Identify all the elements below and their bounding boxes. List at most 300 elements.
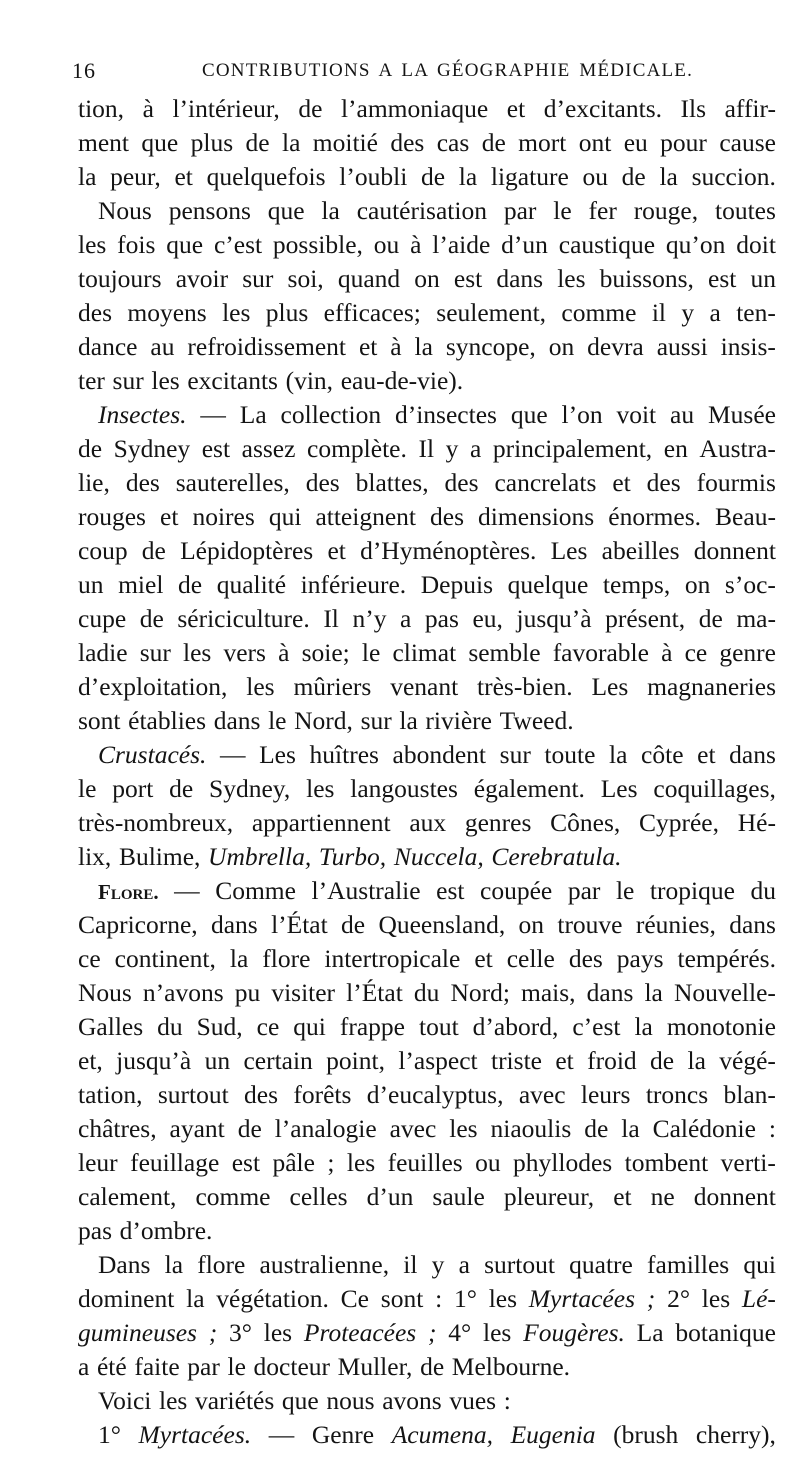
word: est — [436, 876, 465, 905]
word: d’un — [366, 1182, 414, 1211]
word: l’État — [271, 910, 328, 939]
word: que — [267, 196, 305, 225]
word: la — [78, 162, 97, 191]
word: la — [609, 740, 628, 769]
text-line — [78, 398, 776, 432]
word: Musée — [707, 400, 776, 429]
word: d’un — [501, 230, 548, 259]
word: de — [169, 774, 194, 803]
word: 3° — [229, 1318, 252, 1347]
word: côte — [641, 740, 684, 769]
word: magnaneries — [647, 672, 776, 701]
word: Proteacées — [303, 1318, 417, 1347]
word: avec — [518, 1080, 566, 1109]
word: forêts — [293, 1080, 352, 1109]
word: rouges — [78, 502, 146, 531]
word: abondent — [392, 740, 487, 769]
text-line — [78, 1044, 776, 1078]
text-line — [78, 126, 776, 160]
word: s’oc- — [724, 570, 776, 599]
text-line — [78, 1418, 776, 1452]
word: on — [684, 570, 711, 599]
word: ma- — [736, 604, 776, 633]
word: — — [268, 1420, 295, 1449]
word: Cônes, — [550, 808, 621, 837]
word: la — [186, 1284, 205, 1313]
word: du — [157, 1012, 183, 1041]
word: donnent — [693, 1182, 776, 1211]
word: eu, — [472, 604, 503, 633]
word: refroidissement — [187, 332, 347, 361]
word: froid — [587, 1046, 637, 1075]
word: ce — [78, 944, 101, 973]
word: avec — [389, 1114, 437, 1143]
word: un — [750, 264, 776, 293]
word: Eugenia — [510, 1420, 596, 1449]
word: de — [650, 1046, 675, 1075]
word: Les — [259, 740, 296, 769]
text-line — [78, 1112, 776, 1146]
word: le — [361, 638, 381, 667]
word: jusqu’à — [116, 1046, 192, 1075]
word: présent, — [605, 604, 686, 633]
word: tation, — [78, 1080, 143, 1109]
word: faite — [134, 1352, 180, 1381]
word: d’excitants. — [543, 94, 662, 123]
text-line — [78, 874, 776, 908]
word: l’Australie — [311, 876, 421, 905]
word: a — [458, 1250, 470, 1279]
text-line — [78, 1282, 776, 1316]
word: dans — [729, 740, 776, 769]
word: ten- — [736, 298, 776, 327]
word: de — [481, 128, 506, 157]
word: d’abord, — [472, 1012, 559, 1041]
text-line — [78, 330, 776, 364]
word: les — [346, 1148, 376, 1177]
word: tion, — [78, 94, 125, 123]
word: le — [268, 706, 287, 735]
word: Crustacés. — [98, 740, 207, 769]
word: le — [78, 774, 97, 803]
word: ment — [78, 128, 129, 157]
word: flore — [197, 1250, 246, 1279]
word: fer — [588, 196, 617, 225]
word: c’est — [572, 1012, 621, 1041]
word: par — [187, 1352, 220, 1381]
word: genre — [719, 638, 776, 667]
word: de — [139, 604, 164, 633]
word: Acumena, — [391, 1420, 493, 1449]
word: l’intérieur, — [172, 94, 280, 123]
word: Queensland, — [378, 910, 506, 939]
word: d’eucalyptus, — [366, 1080, 504, 1109]
word: les — [246, 672, 275, 701]
word: l’oubli — [339, 162, 408, 191]
word: les — [183, 638, 212, 667]
word: et — [358, 332, 378, 361]
word: miel — [118, 570, 164, 599]
word: genres — [464, 808, 532, 837]
word: celles — [289, 1182, 348, 1211]
text-line — [78, 942, 776, 976]
word: nous — [326, 1386, 375, 1415]
word: point, — [326, 1046, 385, 1075]
word: des — [444, 468, 479, 497]
text-line — [78, 1384, 776, 1418]
word: dans — [586, 978, 634, 1007]
word: ou — [475, 1148, 501, 1177]
word: l’analogie — [274, 1114, 377, 1143]
word: monotonie — [666, 1012, 776, 1041]
word: appartiennent — [251, 808, 391, 837]
word: devra — [587, 332, 644, 361]
word: dans — [496, 264, 544, 293]
word: par — [567, 876, 601, 905]
text-line — [78, 1316, 776, 1350]
word: tombent — [624, 1148, 709, 1177]
word: moitié — [312, 128, 378, 157]
word: ; — [646, 1284, 656, 1313]
word: trouve — [557, 910, 623, 939]
word: succion. — [691, 162, 776, 191]
word: des — [646, 468, 681, 497]
word: l’État — [346, 978, 403, 1007]
word: est — [453, 264, 483, 293]
word: La — [239, 400, 267, 429]
word: syncope, — [445, 332, 536, 361]
word: l’on — [561, 400, 603, 429]
word: d’Hyménoptères. — [360, 536, 537, 565]
word: Tweed. — [499, 706, 574, 735]
word: des — [568, 944, 603, 973]
word: pas — [78, 1216, 112, 1245]
word: lix, — [78, 842, 112, 871]
word: un — [204, 1046, 231, 1075]
word: qui — [293, 1012, 326, 1041]
word: pleureur, — [503, 1182, 595, 1211]
word: Ce — [340, 1284, 369, 1313]
word: seulement, — [436, 298, 547, 327]
word: efficaces; — [323, 298, 421, 327]
word: châtres, — [78, 1114, 157, 1143]
word: eau-de-vie). — [340, 366, 464, 395]
word: cause — [719, 128, 776, 157]
word: feuilles — [387, 1148, 463, 1177]
word: de — [141, 536, 166, 565]
word: pensons — [168, 196, 251, 225]
word: 1° — [453, 1284, 477, 1313]
word: la — [229, 944, 249, 973]
word: 4° — [448, 1318, 472, 1347]
word: buissons, — [599, 264, 694, 293]
word: ; — [327, 1148, 335, 1177]
text-line — [78, 432, 776, 466]
word: Dans — [98, 1250, 151, 1279]
word: et — [555, 1046, 574, 1075]
word: la — [687, 1046, 706, 1075]
word: temps, — [602, 570, 671, 599]
word: des — [78, 298, 112, 327]
word: celle — [506, 944, 555, 973]
word: au — [670, 400, 695, 429]
text-line — [78, 670, 776, 704]
word: visiter — [271, 978, 336, 1007]
word: Lé- — [741, 1284, 776, 1313]
word: les — [306, 774, 335, 803]
word: les — [449, 1114, 478, 1143]
word: rouge, — [633, 196, 699, 225]
word: troncs — [645, 1080, 709, 1109]
word: phyllodes — [513, 1148, 613, 1177]
word: insis- — [720, 332, 776, 361]
word: les — [557, 264, 586, 293]
word: toujours — [78, 264, 162, 293]
word: surtout — [157, 1080, 229, 1109]
word: soie; — [301, 638, 350, 667]
word: un — [78, 570, 104, 599]
text-line — [78, 1180, 776, 1214]
word: langoustes — [350, 774, 458, 803]
word: Nord, — [294, 706, 353, 735]
word: rivière — [425, 706, 492, 735]
word: — — [174, 876, 200, 905]
text-line — [78, 160, 776, 194]
word: et — [160, 502, 179, 531]
word: quatre — [569, 1250, 633, 1279]
word: ter — [78, 366, 105, 395]
word: des — [125, 468, 160, 497]
word: on — [548, 332, 575, 361]
word: Sud, — [196, 1012, 243, 1041]
text-line — [78, 1248, 776, 1282]
text-line — [78, 228, 776, 262]
word: par — [503, 196, 537, 225]
word: Nouvelle- — [673, 978, 776, 1007]
word: il — [651, 298, 667, 327]
word: qui — [743, 1250, 776, 1279]
word: semble — [468, 638, 541, 667]
word: certain — [243, 1046, 313, 1075]
word: sur — [360, 706, 392, 735]
word: les — [222, 298, 251, 327]
word: y — [681, 298, 695, 327]
word: des — [390, 128, 425, 157]
word: Insectes. — [98, 400, 187, 429]
word: tropique — [649, 876, 735, 905]
word: sur — [242, 264, 274, 293]
word: a — [78, 1352, 90, 1381]
word: variétés — [194, 1386, 275, 1415]
word: Sydney — [113, 434, 191, 463]
word: ce — [256, 1012, 280, 1041]
word: de — [698, 604, 723, 633]
word: dans — [729, 910, 776, 939]
word: sériciculture. — [177, 604, 310, 633]
word: les — [263, 1318, 293, 1347]
word: dans — [213, 706, 261, 735]
word: vers — [223, 638, 266, 667]
word: botanique — [675, 1318, 776, 1347]
word: dance — [78, 332, 138, 361]
word: 2° — [667, 1284, 691, 1313]
word: les — [151, 366, 180, 395]
word: affir- — [724, 94, 776, 123]
word: ou — [373, 230, 400, 259]
word: été — [96, 1352, 127, 1381]
word: la — [414, 332, 433, 361]
word: Myrtacées. — [138, 1420, 252, 1449]
word: : — [768, 1114, 776, 1143]
word: à — [278, 638, 290, 667]
word: très-bien. — [477, 672, 573, 701]
word: végé- — [719, 1046, 776, 1075]
word: cherry), — [695, 1420, 776, 1449]
word: cas — [436, 128, 470, 157]
word: le — [615, 876, 635, 905]
word: les — [78, 230, 107, 259]
word: de — [621, 162, 646, 191]
word: végétation. — [216, 1284, 329, 1313]
word: qualité — [216, 570, 287, 599]
word: sont — [78, 706, 121, 735]
word: du — [750, 876, 776, 905]
word: Myrtacées — [528, 1284, 635, 1313]
word: est — [231, 1148, 261, 1177]
word: énormes. — [608, 502, 702, 531]
word: pu — [234, 978, 261, 1007]
word: Nord; — [450, 978, 510, 1007]
word: n’avons — [142, 978, 224, 1007]
word: n’y — [352, 604, 387, 633]
word: Fougères. — [523, 1318, 625, 1347]
page-number: 16 — [72, 58, 96, 83]
word: eu — [623, 128, 648, 157]
word: des — [244, 1080, 279, 1109]
word: c’est — [213, 230, 263, 259]
word: d’ombre. — [119, 1216, 213, 1245]
word: l’ammoniaque — [340, 94, 489, 123]
word: Nuccela, — [393, 842, 484, 871]
word: a — [469, 434, 482, 463]
word: est — [201, 434, 231, 463]
text-line — [78, 772, 776, 806]
word: Galles — [78, 1012, 144, 1041]
word: ou — [582, 162, 608, 191]
word: la — [321, 196, 340, 225]
word: en — [663, 434, 688, 463]
word: Il — [323, 604, 339, 633]
word: intertropicale — [324, 944, 461, 973]
text-line — [78, 194, 776, 228]
word: coupée — [480, 876, 553, 905]
word: la — [399, 706, 418, 735]
word: australienne, — [259, 1250, 390, 1279]
word: quand — [337, 264, 401, 293]
word: jusqu’à — [516, 604, 592, 633]
text-line — [78, 704, 776, 738]
word: cupe — [78, 604, 127, 633]
word: Cerebratula. — [491, 842, 622, 871]
text-line — [78, 1350, 776, 1384]
word: Ils — [680, 94, 707, 123]
word: aux — [409, 808, 447, 837]
word: port — [112, 774, 154, 803]
word: triste — [490, 1046, 542, 1075]
word: de — [584, 1114, 609, 1143]
word: et — [613, 1182, 632, 1211]
word: avons — [382, 1386, 442, 1415]
word: l’aide — [432, 230, 491, 259]
word: on — [518, 910, 545, 939]
word: d’exploitation, — [78, 672, 228, 701]
word: doit — [736, 230, 776, 259]
word: vues — [449, 1386, 497, 1415]
word: favorable — [552, 638, 649, 667]
word: et — [327, 536, 346, 565]
word: ; — [208, 1318, 218, 1347]
word: venant — [390, 672, 459, 701]
word: de — [420, 162, 446, 191]
word: comme — [561, 298, 637, 327]
word: mort — [518, 128, 567, 157]
word: leur — [78, 1148, 118, 1177]
word: voit — [616, 400, 657, 429]
word: la — [621, 1114, 640, 1143]
word: des — [305, 468, 340, 497]
word: les — [488, 1284, 518, 1313]
word: Capricorne, — [78, 910, 198, 939]
word: — — [219, 740, 246, 769]
word: dans — [210, 910, 258, 939]
page-header — [72, 58, 772, 92]
word: qu’on — [665, 230, 726, 259]
word: huîtres — [309, 740, 379, 769]
word: du — [413, 978, 440, 1007]
word: Les — [550, 536, 588, 565]
text-line — [78, 534, 776, 568]
word: d’insectes — [394, 400, 497, 429]
word: pays — [616, 944, 664, 973]
word: le — [227, 1352, 246, 1381]
word: très-nombreux, — [78, 808, 234, 837]
word: ladie — [78, 638, 128, 667]
word: Calédonie — [652, 1114, 756, 1143]
word: ont — [578, 128, 612, 157]
word: plus — [265, 298, 309, 327]
word: atteignent — [315, 502, 416, 531]
word: assez — [241, 434, 296, 463]
word: que — [141, 128, 179, 157]
word: : — [503, 1386, 511, 1415]
word: Genre — [311, 1420, 375, 1449]
word: a — [709, 298, 721, 327]
word: que — [166, 230, 204, 259]
word: établies — [128, 706, 207, 735]
word: réunies, — [635, 910, 716, 939]
word: pâle — [272, 1148, 315, 1177]
word: niaoulis — [490, 1114, 572, 1143]
text-line — [78, 500, 776, 534]
word: la — [634, 1012, 653, 1041]
word: familles — [647, 1250, 730, 1279]
word: et, — [78, 1046, 103, 1075]
word: Hé- — [737, 808, 776, 837]
word: flore — [262, 944, 311, 973]
word: donnent — [693, 536, 776, 565]
word: continent, — [114, 944, 216, 973]
word: et — [697, 740, 716, 769]
